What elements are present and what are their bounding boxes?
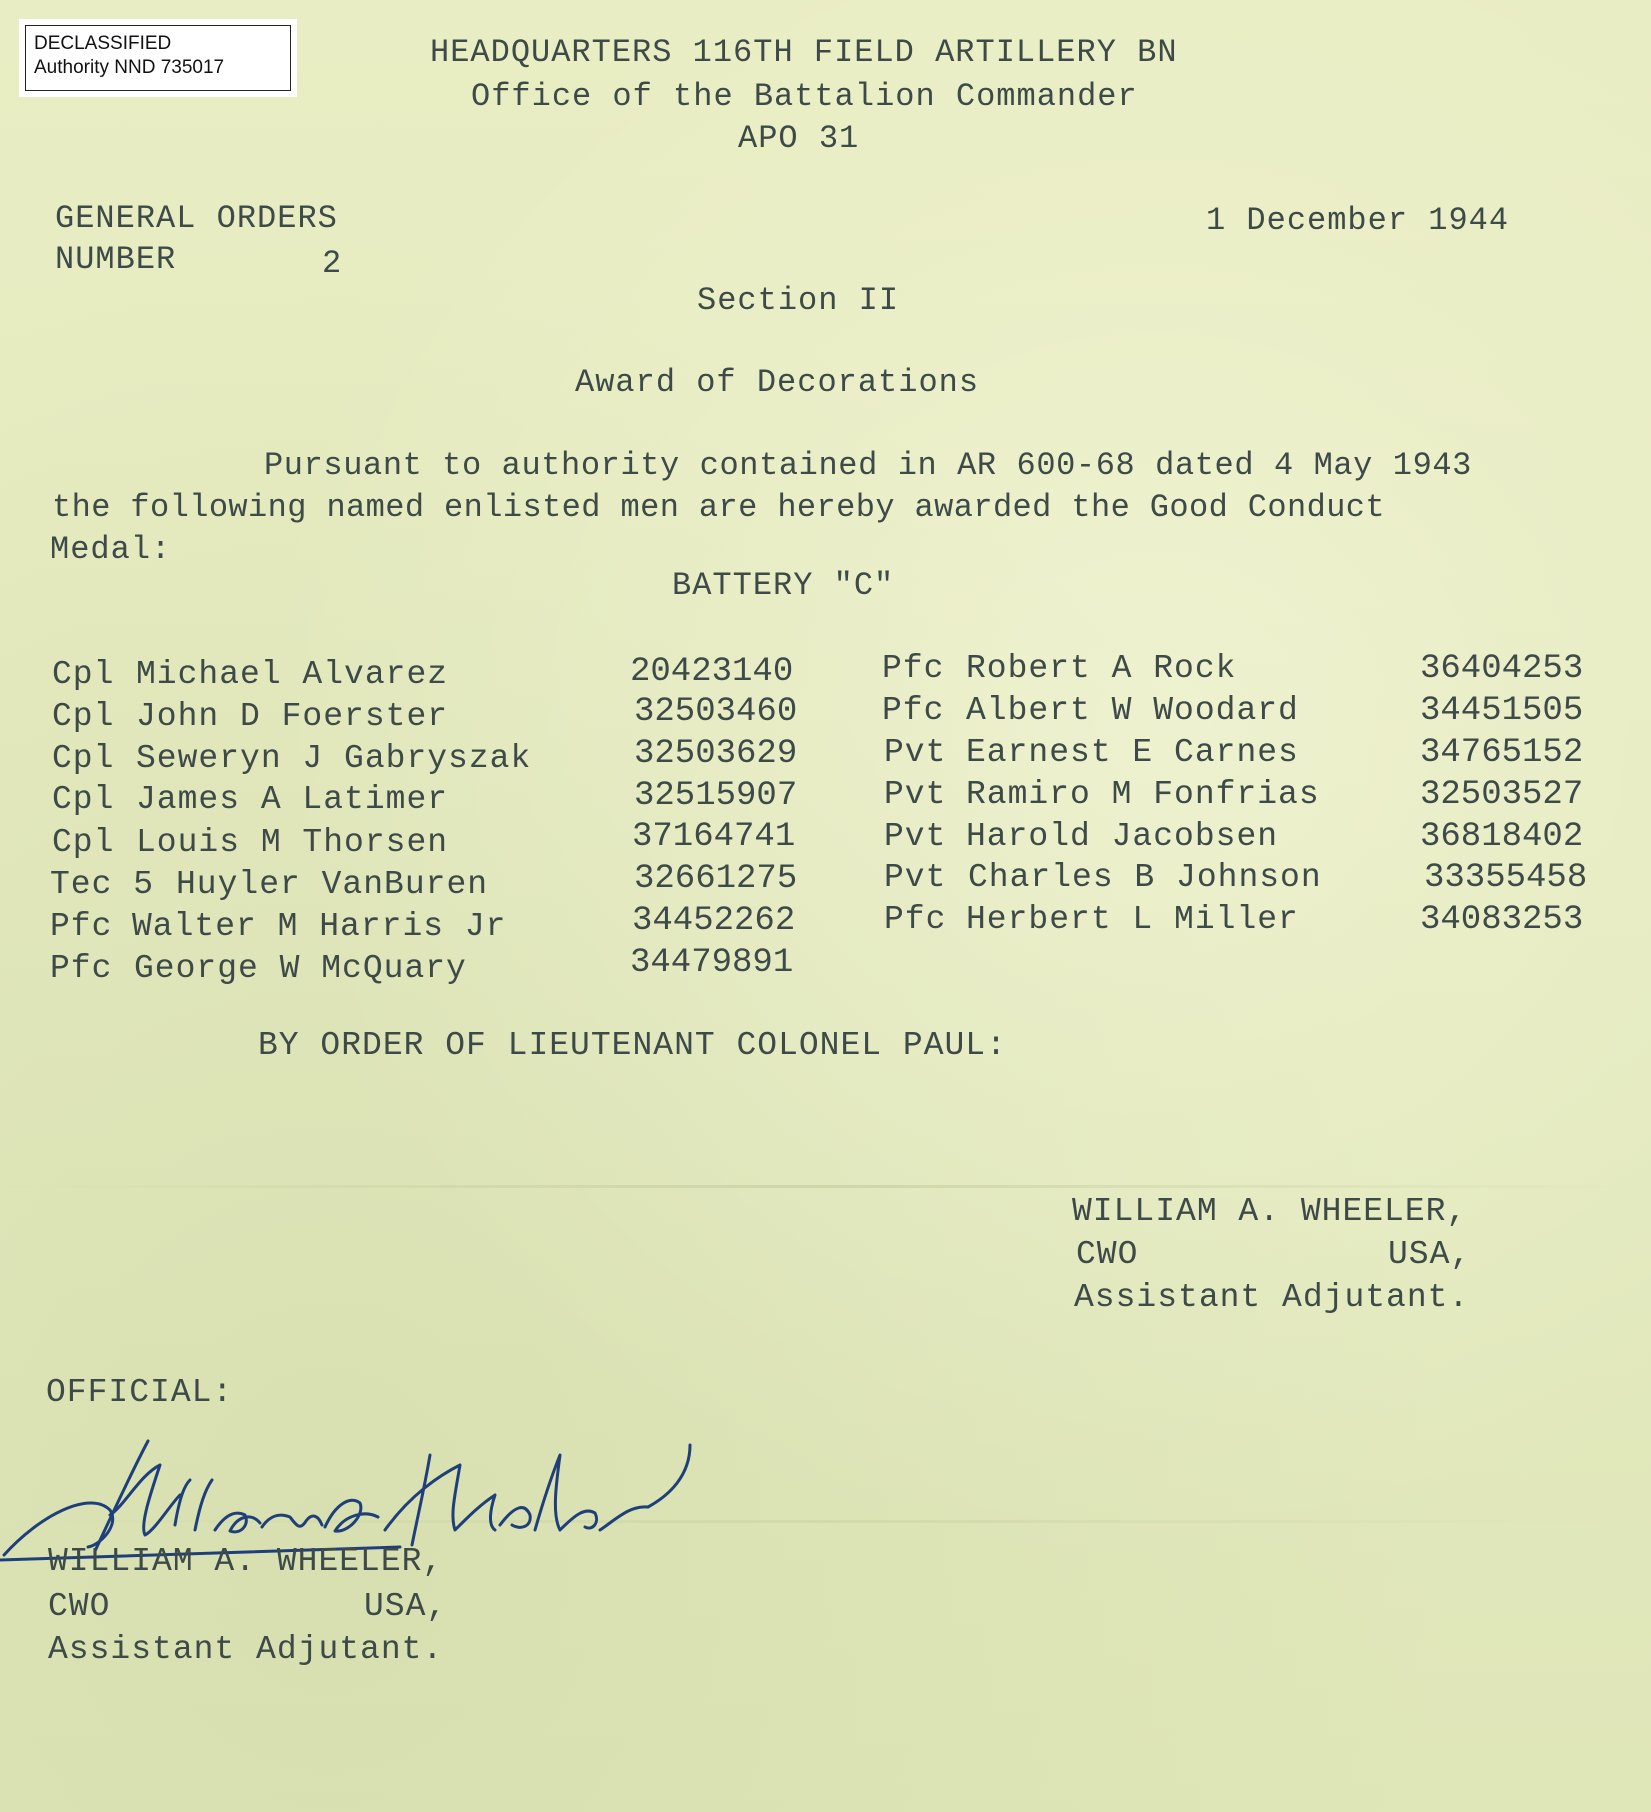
declassified-stamp <box>19 19 297 97</box>
roster-name: George W McQuary <box>134 950 467 987</box>
signature-block-rank: CWO <box>1076 1236 1139 1273</box>
roster-rank: Cpl <box>52 781 115 818</box>
signature-block-service: USA, <box>1388 1236 1472 1273</box>
roster-serial: 32661275 <box>634 860 798 898</box>
roster-name: Huyler VanBuren <box>176 866 489 903</box>
paper-fold-line <box>0 1185 1651 1188</box>
roster-name: Robert A Rock <box>966 650 1237 687</box>
roster-rank: Pvt <box>884 859 947 896</box>
roster-serial: 34452262 <box>632 902 796 940</box>
roster-rank: Cpl <box>52 824 115 861</box>
body-line-3: Medal: <box>50 531 172 568</box>
general-orders-label: GENERAL ORDERS <box>55 200 338 237</box>
roster-name: Louis M Thorsen <box>136 824 449 861</box>
header-unit: HEADQUARTERS 116TH FIELD ARTILLERY BN <box>430 34 1178 71</box>
section-heading: Section II <box>697 282 900 319</box>
roster-serial: 32503629 <box>634 735 798 773</box>
official-label: OFFICIAL: <box>46 1374 234 1411</box>
signature-block-name: WILLIAM A. WHEELER, <box>1072 1193 1468 1230</box>
roster-serial: 20423140 <box>630 653 794 691</box>
roster-serial: 36404253 <box>1420 650 1584 688</box>
roster-rank: Cpl <box>52 698 115 735</box>
official-rank: CWO <box>48 1588 111 1625</box>
roster-rank: Pfc <box>50 950 113 987</box>
roster-serial: 34479891 <box>630 944 794 982</box>
subject-heading: Award of Decorations <box>575 364 980 401</box>
battery-heading: BATTERY "C" <box>672 567 895 604</box>
roster-rank: Pfc <box>884 901 947 938</box>
roster-serial: 33355458 <box>1424 859 1588 897</box>
header-apo: APO 31 <box>738 120 860 157</box>
roster-rank: Pvt <box>884 818 947 855</box>
roster-serial: 32503527 <box>1420 776 1584 814</box>
roster-rank: Tec 5 <box>50 866 155 903</box>
order-number: 2 <box>322 245 343 282</box>
roster-rank: Pfc <box>882 692 945 729</box>
roster-rank: Pvt <box>884 776 947 813</box>
roster-serial: 36818402 <box>1420 818 1584 856</box>
roster-name: Herbert L Miller <box>966 901 1299 938</box>
declassified-stamp-border <box>25 25 291 91</box>
official-service: USA, <box>364 1588 448 1625</box>
roster-serial: 34765152 <box>1420 734 1584 772</box>
roster-rank: Pfc <box>882 650 945 687</box>
roster-name: Earnest E Carnes <box>966 734 1299 771</box>
roster-rank: Pvt <box>884 734 947 771</box>
roster-rank: Cpl <box>52 656 115 693</box>
official-title: Assistant Adjutant. <box>48 1631 444 1668</box>
roster-serial: 37164741 <box>632 818 796 856</box>
roster-rank: Pfc <box>50 908 113 945</box>
roster-name: Michael Alvarez <box>136 656 449 693</box>
roster-name: Ramiro M Fonfrias <box>966 776 1320 813</box>
roster-serial: 32503460 <box>634 693 798 731</box>
roster-name: Harold Jacobsen <box>966 818 1279 855</box>
roster-name: John D Foerster <box>136 698 449 735</box>
official-name: WILLIAM A. WHEELER, <box>48 1543 444 1580</box>
order-date: 1 December 1944 <box>1206 202 1510 239</box>
roster-serial: 34083253 <box>1420 901 1584 939</box>
stamp-line-declassified: DECLASSIFIED <box>34 33 172 54</box>
roster-serial: 32515907 <box>634 777 798 815</box>
roster-rank: Cpl <box>52 740 115 777</box>
by-order-line: BY ORDER OF LIEUTENANT COLONEL PAUL: <box>258 1027 1007 1064</box>
body-line-2: the following named enlisted men are hereby awarded the Good Conduct <box>52 489 1386 526</box>
roster-name: Walter M Harris Jr <box>132 908 507 945</box>
body-line-1: Pursuant to authority contained in AR 600-68 dated 4 May 1943 <box>264 447 1472 484</box>
header-office: Office of the Battalion Commander <box>471 78 1138 115</box>
roster-serial: 34451505 <box>1420 692 1584 730</box>
number-label: NUMBER <box>55 241 177 278</box>
roster-name: Charles B Johnson <box>968 859 1322 896</box>
signature-block-title: Assistant Adjutant. <box>1074 1279 1470 1316</box>
stamp-line-authority: Authority NND 735017 <box>34 57 225 78</box>
roster-name: James A Latimer <box>136 781 449 818</box>
roster-name: Albert W Woodard <box>966 692 1299 729</box>
roster-name: Seweryn J Gabryszak <box>136 740 532 777</box>
